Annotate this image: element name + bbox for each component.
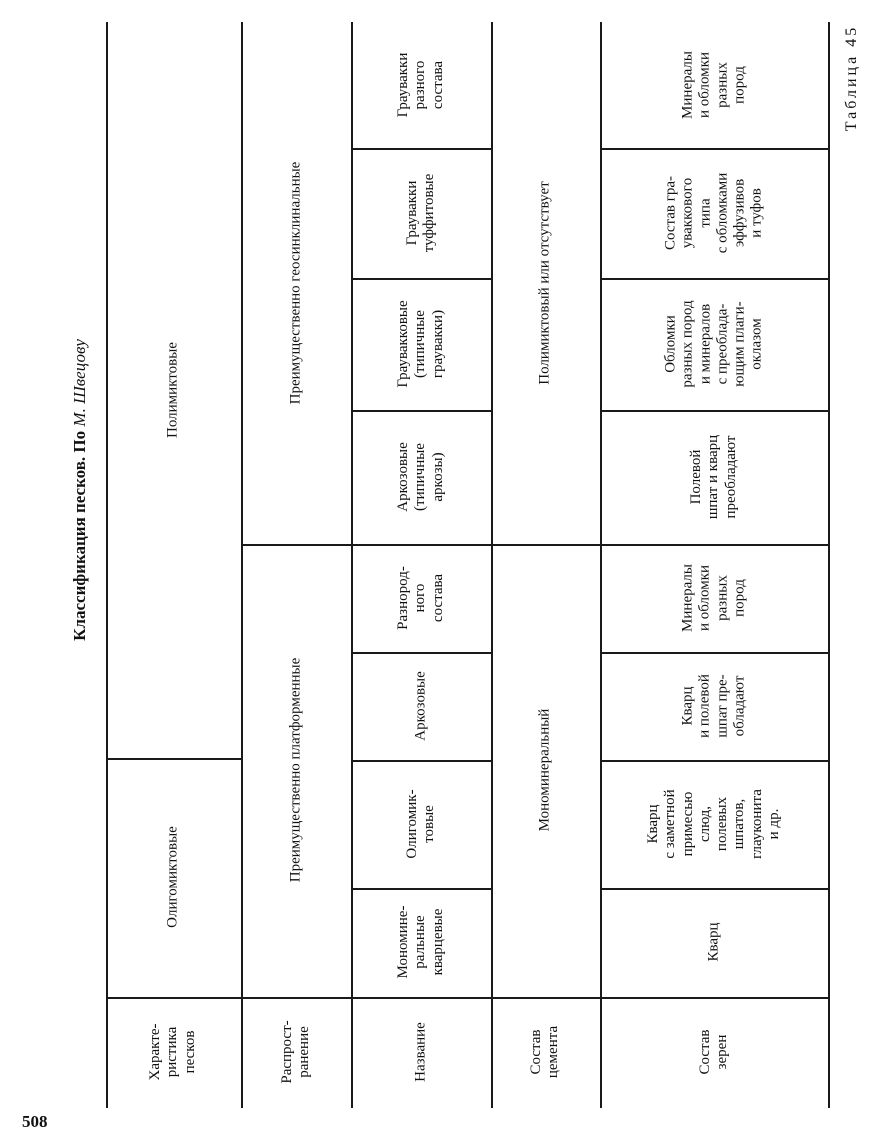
name-cell: Граувакковые (типичные граувакки) [395, 300, 446, 388]
name-cell: Аркозовые [412, 671, 429, 741]
grid-line [241, 22, 243, 1108]
name-cell: Граувакки туффитовые [403, 173, 437, 253]
grid-line [351, 278, 491, 280]
grid-line [491, 22, 493, 1108]
grid-line [600, 760, 828, 762]
header-name: Название [412, 1022, 429, 1082]
grid-line [351, 22, 353, 1108]
grid-line [600, 888, 828, 890]
table-title-main: Классификация песков. По [70, 430, 90, 641]
name-cell: Аркозовые (типичные аркозы) [395, 442, 446, 512]
name-cell: Разнород- ного состава [395, 566, 446, 630]
grains-cell: Кварц и полевой шпат пре- обладают [679, 674, 748, 738]
group-polymictic: Полимиктовые [164, 342, 181, 438]
grains-cell: Обломки разных пород и минералов с преоблада- ющим плаги- оклазом [662, 300, 765, 388]
header-grains: Состав зерен [696, 1029, 730, 1075]
grid-line [600, 22, 602, 1108]
name-cell: Мономине- ральные кварцевые [395, 905, 446, 979]
grid-line [828, 22, 830, 1108]
name-cell: Олигомик- товые [403, 789, 437, 859]
grid-line [600, 652, 828, 654]
header-characteristic: Характе- ристика песков [147, 1023, 198, 1081]
grains-cell: Минералы и обломки разных пород [679, 564, 748, 632]
grains-cell: Состав гра- увакковогo типа с обломками эффузивов и туфов [662, 172, 765, 254]
grid-line [351, 544, 491, 546]
group-geosynclinal: Преимущественно геосинклинальные [287, 161, 304, 405]
grid-line [106, 997, 828, 999]
grid-line [351, 410, 491, 412]
group-platform: Преимущественно платформенные [287, 657, 304, 883]
grains-cell: Минералы и обломки разных пород [679, 51, 748, 119]
group-cement-poly: Полимиктовый или отсутствует [536, 181, 553, 385]
grid-line [600, 544, 828, 546]
name-cell: Граувакки разного состава [395, 52, 446, 118]
grains-cell: Кварц с заметной примесью слюд, полевых шпатов, глауконита и др. [645, 789, 782, 859]
page-number: 508 [22, 1112, 48, 1131]
grid-line [106, 22, 108, 1108]
table-label: Таблица 45 [842, 24, 860, 132]
grid-line [491, 544, 600, 546]
grid-line [351, 652, 491, 654]
grains-cell: Кварц [705, 922, 722, 962]
grid-line [351, 888, 491, 890]
grid-line [351, 148, 491, 150]
grains-cell: Полевой шпат и кварц преобладают [688, 434, 739, 520]
group-oligomictic: Олигомиктовые [164, 826, 181, 928]
group-cement-mono: Мономинеральный [536, 708, 553, 832]
grid-line [600, 148, 828, 150]
grid-line [106, 758, 241, 760]
grid-line [600, 278, 828, 280]
table-title-author: М. Швецову [70, 339, 90, 427]
table-title [70, 339, 90, 641]
header-cement: Состав цемента [527, 1025, 561, 1079]
grid-line [241, 544, 351, 546]
grid-line [351, 760, 491, 762]
grid-line [600, 410, 828, 412]
header-distribution: Распрост- ранение [278, 1020, 312, 1084]
